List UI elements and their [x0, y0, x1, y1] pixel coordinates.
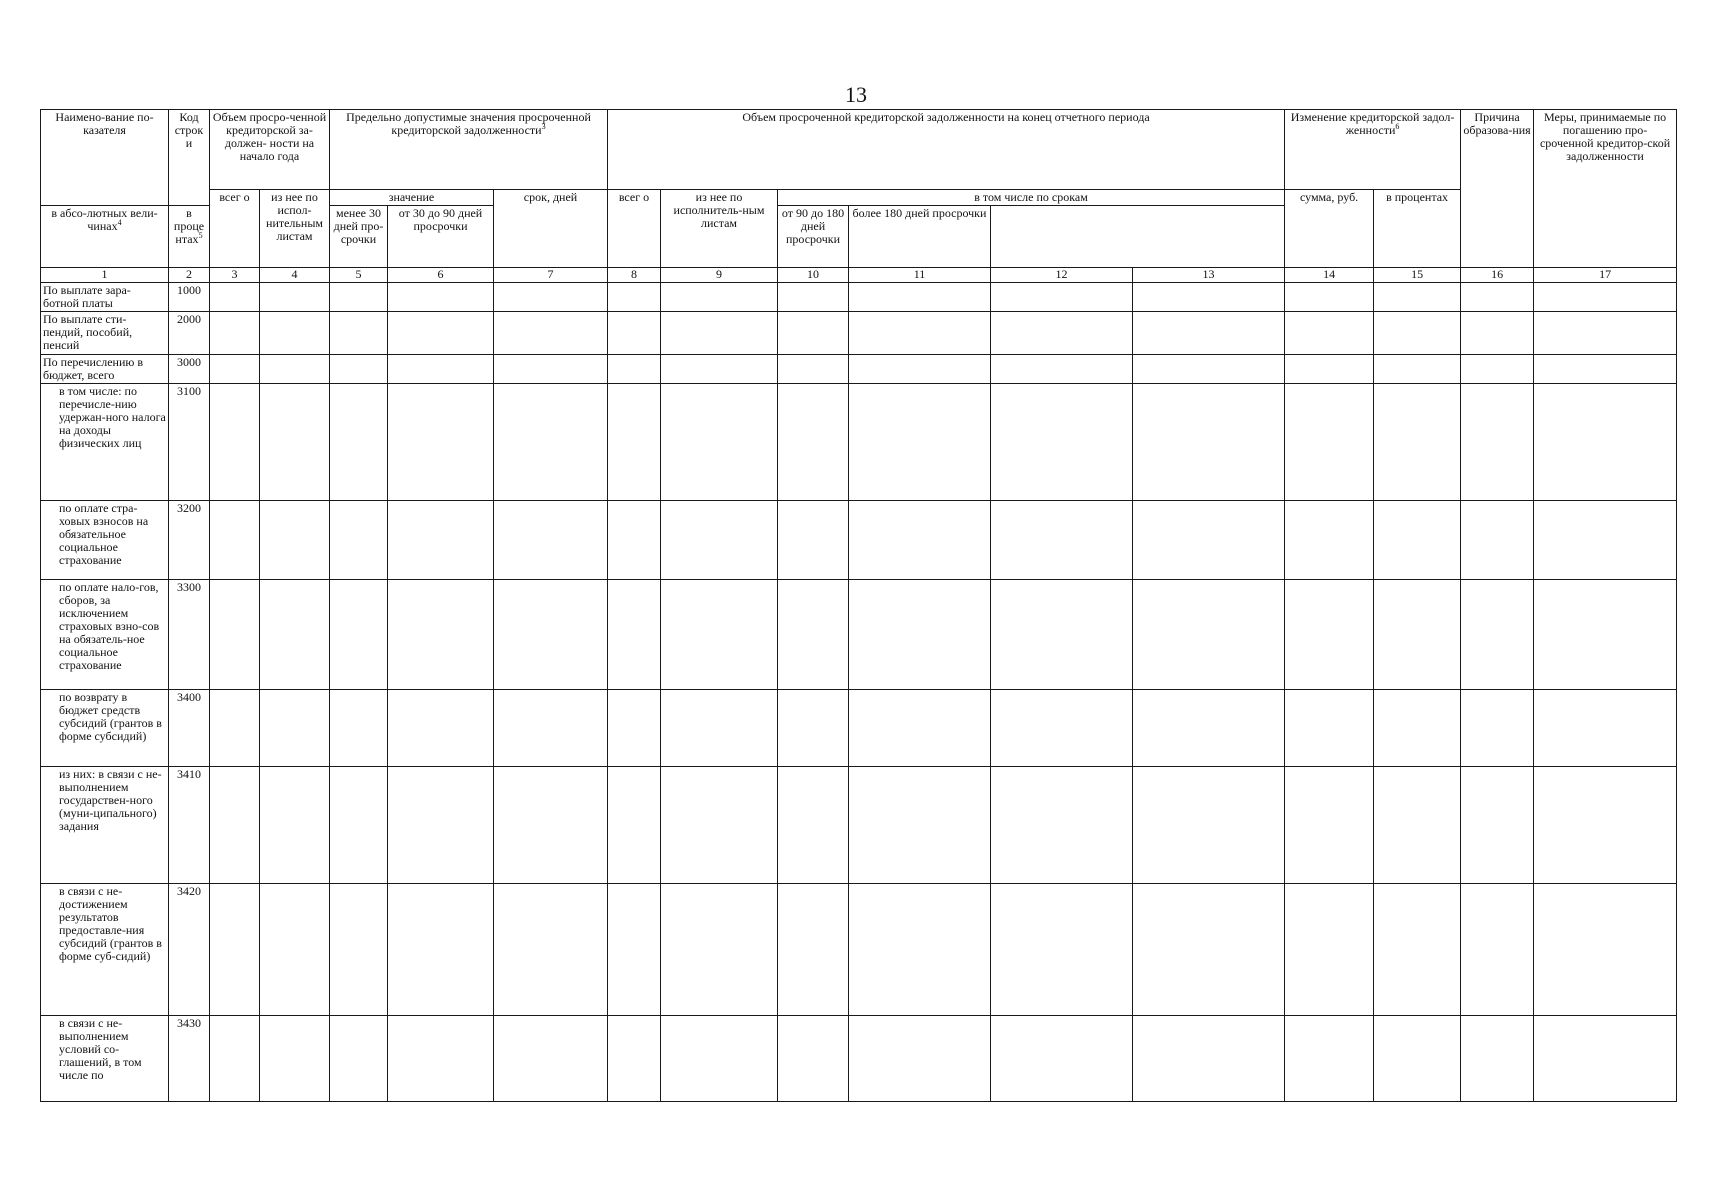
row-code: 2000	[169, 312, 210, 355]
value-cell-col-16[interactable]	[1461, 283, 1534, 312]
header-percent-values: в процентах$^5$	[169, 206, 210, 268]
value-cell-col-8[interactable]	[608, 312, 661, 355]
value-cell-col-3[interactable]	[210, 384, 260, 501]
column-number: 10	[778, 268, 849, 283]
value-cell-col-3[interactable]	[210, 283, 260, 312]
table-row	[41, 767, 1677, 884]
value-cell-col-8[interactable]	[608, 501, 661, 580]
value-cell-col-16[interactable]	[1461, 1016, 1534, 1102]
value-cell-col-6[interactable]	[388, 580, 494, 690]
value-cell-col-12[interactable]	[991, 884, 1133, 1016]
value-cell-col-5[interactable]	[330, 690, 388, 767]
value-cell-col-8[interactable]	[608, 884, 661, 1016]
value-cell-col-13[interactable]	[1133, 312, 1285, 355]
value-cell-col-12[interactable]	[991, 384, 1133, 501]
value-cell-col-15[interactable]	[1374, 501, 1461, 580]
value-cell-col-17[interactable]	[1534, 355, 1677, 384]
value-cell-col-8[interactable]	[608, 384, 661, 501]
value-cell-col-12[interactable]	[991, 580, 1133, 690]
header-start-total: всег о	[210, 190, 260, 268]
value-cell-col-10[interactable]	[778, 767, 849, 884]
table-row	[41, 384, 1677, 501]
column-number: 11	[849, 268, 991, 283]
value-cell-col-13[interactable]	[1133, 690, 1285, 767]
value-cell-col-6[interactable]	[388, 1016, 494, 1102]
value-cell-col-11[interactable]	[849, 312, 991, 355]
value-cell-col-12[interactable]	[991, 501, 1133, 580]
value-cell-col-5[interactable]	[330, 312, 388, 355]
value-cell-col-6[interactable]	[388, 283, 494, 312]
value-cell-col-10[interactable]	[778, 384, 849, 501]
value-cell-col-9[interactable]	[661, 1016, 778, 1102]
column-number: 8	[608, 268, 661, 283]
row-code: 3300	[169, 580, 210, 690]
header-reason: Причина образова-ния	[1461, 110, 1534, 268]
value-cell-col-12[interactable]	[991, 1016, 1133, 1102]
header-start-writs: из нее по испол-нительным листам	[260, 190, 330, 268]
value-cell-col-14[interactable]	[1285, 690, 1374, 767]
value-cell-col-15[interactable]	[1374, 384, 1461, 501]
value-cell-col-5[interactable]	[330, 283, 388, 312]
header-row-code: Код строк и	[169, 110, 210, 206]
value-cell-col-5[interactable]	[330, 580, 388, 690]
column-number: 7	[494, 268, 608, 283]
value-cell-col-11[interactable]	[849, 384, 991, 501]
value-cell-col-17[interactable]	[1534, 767, 1677, 884]
value-cell-col-3[interactable]	[210, 312, 260, 355]
column-numbers-row	[41, 268, 1677, 283]
value-cell-col-8[interactable]	[608, 1016, 661, 1102]
table-body	[41, 283, 1677, 1102]
header-change-percent: в процентах	[1374, 190, 1461, 268]
value-cell-col-9[interactable]	[661, 283, 778, 312]
value-cell-col-12[interactable]	[991, 690, 1133, 767]
value-cell-col-16[interactable]	[1461, 355, 1534, 384]
value-cell-col-10[interactable]	[778, 283, 849, 312]
value-cell-col-11[interactable]	[849, 501, 991, 580]
row-code: 3000	[169, 355, 210, 384]
value-cell-col-13[interactable]	[1133, 580, 1285, 690]
value-cell-col-15[interactable]	[1374, 580, 1461, 690]
header-over-180-days: более 180 дней просрочки	[849, 206, 991, 268]
value-cell-col-14[interactable]	[1285, 501, 1374, 580]
value-cell-col-16[interactable]	[1461, 580, 1534, 690]
indicator-name: по оплате стра-ховых взносов на обязательное социальное страхование	[41, 501, 169, 580]
indicator-name: по оплате нало-гов, сборов, за исключением страховых взно-сов на обязатель-ное социальное страхование	[41, 580, 169, 690]
value-cell-col-15[interactable]	[1374, 312, 1461, 355]
value-cell-col-9[interactable]	[661, 312, 778, 355]
row-code: 3410	[169, 767, 210, 884]
value-cell-col-17[interactable]	[1534, 580, 1677, 690]
table-row	[41, 690, 1677, 767]
value-cell-col-14[interactable]	[1285, 283, 1374, 312]
header-30-90-days: от 30 до 90 дней просрочки	[388, 206, 494, 268]
value-cell-col-9[interactable]	[661, 355, 778, 384]
header-by-terms: в том числе по срокам	[778, 190, 1285, 206]
value-cell-col-16[interactable]	[1461, 690, 1534, 767]
value-cell-col-4[interactable]	[260, 355, 330, 384]
value-cell-col-4[interactable]	[260, 1016, 330, 1102]
value-cell-col-3[interactable]	[210, 884, 260, 1016]
value-cell-col-3[interactable]	[210, 1016, 260, 1102]
value-cell-col-15[interactable]	[1374, 283, 1461, 312]
value-cell-col-7[interactable]	[494, 690, 608, 767]
value-cell-col-6[interactable]	[388, 384, 494, 501]
value-cell-col-11[interactable]	[849, 690, 991, 767]
value-cell-col-17[interactable]	[1534, 1016, 1677, 1102]
value-cell-col-4[interactable]	[260, 312, 330, 355]
column-number: 9	[661, 268, 778, 283]
table-row	[41, 501, 1677, 580]
value-cell-col-10[interactable]	[778, 580, 849, 690]
header-overdue-start-of-year: Объем просро-ченной кредиторской за-должен- ности на начало года	[210, 110, 330, 190]
value-cell-col-4[interactable]	[260, 501, 330, 580]
column-number: 17	[1534, 268, 1677, 283]
value-cell-col-10[interactable]	[778, 884, 849, 1016]
row-code: 3400	[169, 690, 210, 767]
value-cell-col-13[interactable]	[1133, 1016, 1285, 1102]
header-overdue-end-of-period: Объем просроченной кредиторской задолженности на конец отчетного периода	[608, 110, 1285, 190]
value-cell-col-8[interactable]	[608, 283, 661, 312]
header-measures: Меры, принимаемые по погашению про-сроченной кредитор-ской задолженности	[1534, 110, 1677, 268]
value-cell-col-5[interactable]	[330, 355, 388, 384]
value-cell-col-14[interactable]	[1285, 884, 1374, 1016]
page-number: 13	[845, 82, 867, 107]
column-number: 5	[330, 268, 388, 283]
value-cell-col-13[interactable]	[1133, 884, 1285, 1016]
value-cell-col-6[interactable]	[388, 501, 494, 580]
value-cell-col-8[interactable]	[608, 355, 661, 384]
header-less-30-days: менее 30 дней про-срочки	[330, 206, 388, 268]
column-number: 12	[991, 268, 1133, 283]
value-cell-col-11[interactable]	[849, 767, 991, 884]
value-cell-col-14[interactable]	[1285, 1016, 1374, 1102]
value-cell-col-4[interactable]	[260, 690, 330, 767]
value-cell-col-7[interactable]	[494, 355, 608, 384]
table-row	[41, 355, 1677, 384]
value-cell-col-14[interactable]	[1285, 312, 1374, 355]
value-cell-col-15[interactable]	[1374, 690, 1461, 767]
value-cell-col-10[interactable]	[778, 690, 849, 767]
header-row-2	[41, 190, 1677, 206]
value-cell-col-9[interactable]	[661, 384, 778, 501]
value-cell-col-16[interactable]	[1461, 767, 1534, 884]
value-cell-col-15[interactable]	[1374, 884, 1461, 1016]
value-cell-col-8[interactable]	[608, 767, 661, 884]
column-number: 2	[169, 268, 210, 283]
value-cell-col-4[interactable]	[260, 283, 330, 312]
value-cell-col-13[interactable]	[1133, 355, 1285, 384]
value-cell-col-7[interactable]	[494, 580, 608, 690]
value-cell-col-14[interactable]	[1285, 767, 1374, 884]
value-cell-col-17[interactable]	[1534, 283, 1677, 312]
value-cell-col-3[interactable]	[210, 501, 260, 580]
row-code: 3420	[169, 884, 210, 1016]
value-cell-col-9[interactable]	[661, 690, 778, 767]
table-row	[41, 283, 1677, 312]
indicator-name: в связи с не-достижением результатов предоставле-ния субсидий (грантов в форме суб-сидий)	[41, 884, 169, 1016]
row-code: 3430	[169, 1016, 210, 1102]
value-cell-col-3[interactable]	[210, 355, 260, 384]
row-code: 1000	[169, 283, 210, 312]
value-cell-col-9[interactable]	[661, 884, 778, 1016]
value-cell-col-17[interactable]	[1534, 501, 1677, 580]
column-number: 6	[388, 268, 494, 283]
indicator-name: по возврату в бюджет средств субсидий (грантов в форме субсидий)	[41, 690, 169, 767]
value-cell-col-3[interactable]	[210, 690, 260, 767]
value-cell-col-9[interactable]	[661, 580, 778, 690]
indicator-name: в том числе: по перечисле-нию удержан-ного налога на доходы физических лиц	[41, 384, 169, 501]
value-cell-col-5[interactable]	[330, 1016, 388, 1102]
value-cell-col-6[interactable]	[388, 884, 494, 1016]
value-cell-col-12[interactable]	[991, 283, 1133, 312]
value-cell-col-14[interactable]	[1285, 384, 1374, 501]
header-change-amount: сумма, руб.	[1285, 190, 1374, 268]
header-end-writs: из нее по исполнитель-ным листам	[661, 190, 778, 268]
row-code: 3200	[169, 501, 210, 580]
header-term-days: срок, дней	[494, 190, 608, 268]
column-number: 4	[260, 268, 330, 283]
value-cell-col-13[interactable]	[1133, 283, 1285, 312]
value-cell-col-7[interactable]	[494, 767, 608, 884]
indicator-name: По выплате сти-пендий, пособий, пенсий	[41, 312, 169, 355]
column-number: 15	[1374, 268, 1461, 283]
value-cell-col-3[interactable]	[210, 580, 260, 690]
value-cell-col-6[interactable]	[388, 690, 494, 767]
value-cell-col-8[interactable]	[608, 580, 661, 690]
value-cell-col-13[interactable]	[1133, 501, 1285, 580]
value-cell-col-12[interactable]	[991, 312, 1133, 355]
indicator-name: из них: в связи с не-выполнением государствен-ного (муни-ципального) задания	[41, 767, 169, 884]
value-cell-col-14[interactable]	[1285, 580, 1374, 690]
indicator-name: По выплате зара-ботной платы	[41, 283, 169, 312]
value-cell-col-4[interactable]	[260, 884, 330, 1016]
header-payables-change: Изменение кредиторской задол-женности$^6$	[1285, 110, 1461, 190]
value-cell-col-5[interactable]	[330, 501, 388, 580]
value-cell-col-11[interactable]	[849, 1016, 991, 1102]
column-number: 16	[1461, 268, 1534, 283]
table-row	[41, 884, 1677, 1016]
value-cell-col-5[interactable]	[330, 884, 388, 1016]
value-cell-col-15[interactable]	[1374, 1016, 1461, 1102]
value-cell-col-6[interactable]	[388, 312, 494, 355]
value-cell-col-13[interactable]	[1133, 384, 1285, 501]
value-cell-col-12[interactable]	[991, 355, 1133, 384]
value-cell-col-15[interactable]	[1374, 355, 1461, 384]
value-cell-col-6[interactable]	[388, 767, 494, 884]
value-cell-col-10[interactable]	[778, 312, 849, 355]
value-cell-col-5[interactable]	[330, 767, 388, 884]
value-cell-col-9[interactable]	[661, 767, 778, 884]
value-cell-col-7[interactable]	[494, 312, 608, 355]
value-cell-col-6[interactable]	[388, 355, 494, 384]
indicator-name: По перечислению в бюджет, всего	[41, 355, 169, 384]
row-code: 3100	[169, 384, 210, 501]
value-cell-col-8[interactable]	[608, 690, 661, 767]
indicator-name: в связи с не-выполнением условий со-глашений, в том числе по	[41, 1016, 169, 1102]
value-cell-col-9[interactable]	[661, 501, 778, 580]
column-number: 13	[1133, 268, 1285, 283]
value-cell-col-17[interactable]	[1534, 384, 1677, 501]
value-cell-col-4[interactable]	[260, 580, 330, 690]
header-indicator-name: Наимено-вание по-казателя	[41, 110, 169, 206]
value-cell-col-17[interactable]	[1534, 884, 1677, 1016]
value-cell-col-14[interactable]	[1285, 355, 1374, 384]
overdue-payables-table	[40, 109, 1677, 1102]
value-cell-col-4[interactable]	[260, 767, 330, 884]
value-cell-col-16[interactable]	[1461, 884, 1534, 1016]
value-cell-col-17[interactable]	[1534, 312, 1677, 355]
value-cell-col-10[interactable]	[778, 1016, 849, 1102]
value-cell-col-7[interactable]	[494, 1016, 608, 1102]
value-cell-col-16[interactable]	[1461, 384, 1534, 501]
header-absolute-values: в абсо-лютных вели-чинах$^4$	[41, 206, 169, 268]
header-value-group: значение	[330, 190, 494, 206]
value-cell-col-7[interactable]	[494, 384, 608, 501]
value-cell-col-5[interactable]	[330, 384, 388, 501]
table-row	[41, 580, 1677, 690]
value-cell-col-11[interactable]	[849, 884, 991, 1016]
value-cell-col-12[interactable]	[991, 767, 1133, 884]
table-row	[41, 1016, 1677, 1102]
value-cell-col-4[interactable]	[260, 384, 330, 501]
value-cell-col-7[interactable]	[494, 884, 608, 1016]
header-end-total: всег о	[608, 190, 661, 268]
header-row-1	[41, 110, 1677, 190]
value-cell-col-17[interactable]	[1534, 690, 1677, 767]
value-cell-col-16[interactable]	[1461, 501, 1534, 580]
value-cell-col-16[interactable]	[1461, 312, 1534, 355]
value-cell-col-15[interactable]	[1374, 767, 1461, 884]
value-cell-col-7[interactable]	[494, 501, 608, 580]
value-cell-col-11[interactable]	[849, 355, 991, 384]
column-number: 3	[210, 268, 260, 283]
column-number: 14	[1285, 268, 1374, 283]
table-row	[41, 312, 1677, 355]
header-max-allowed-values: Предельно допустимые значения просроченной кредиторской задолженности$^3$	[330, 110, 608, 190]
value-cell-col-7[interactable]	[494, 283, 608, 312]
value-cell-col-11[interactable]	[849, 580, 991, 690]
header-90-180-days: от 90 до 180 дней просрочки	[778, 206, 849, 268]
value-cell-col-10[interactable]	[778, 355, 849, 384]
value-cell-col-10[interactable]	[778, 501, 849, 580]
value-cell-col-13[interactable]	[1133, 767, 1285, 884]
column-number: 1	[41, 268, 169, 283]
value-cell-col-3[interactable]	[210, 767, 260, 884]
value-cell-col-11[interactable]	[849, 283, 991, 312]
